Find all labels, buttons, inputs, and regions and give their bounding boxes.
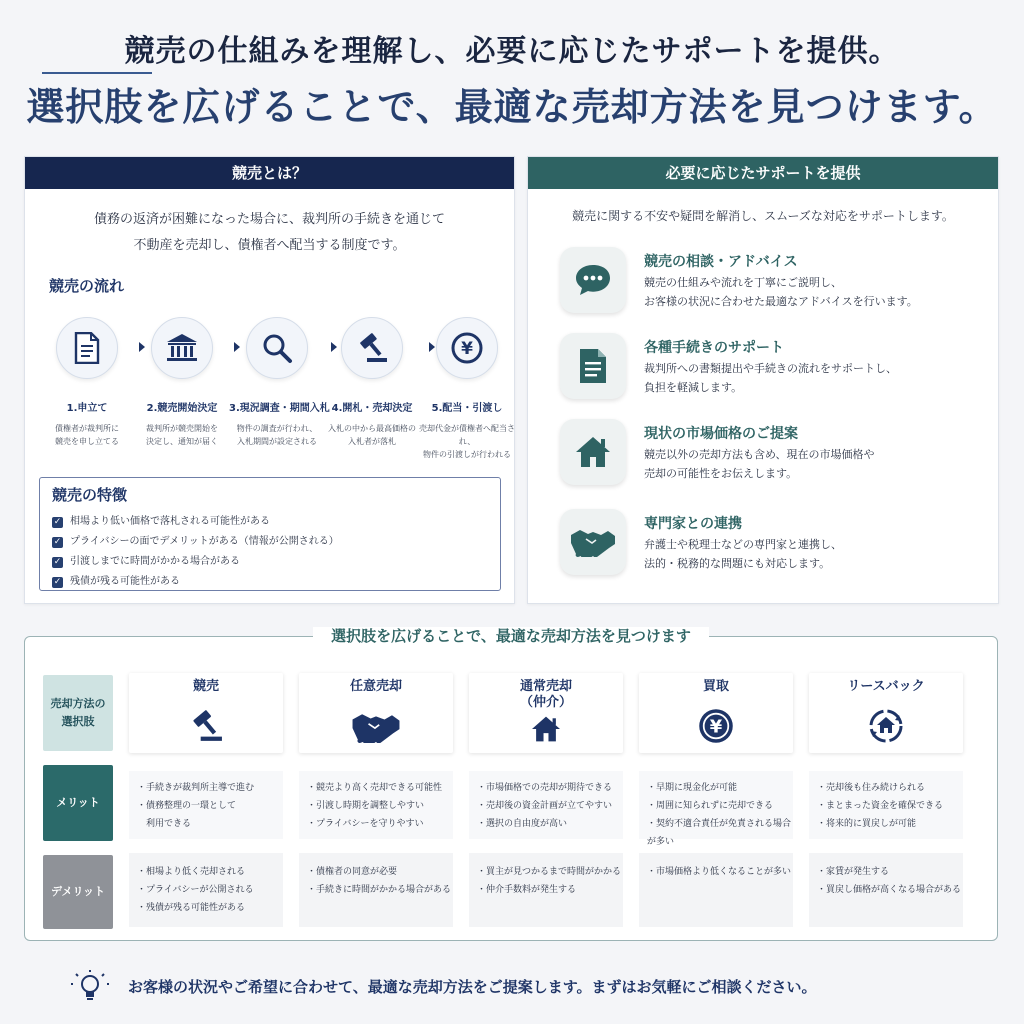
merit-cell [809,771,963,839]
demerit-text: ・家賃が発生する ・買戻し価格が高くなる場合がある [817,867,962,895]
auction-overview-panel [24,156,515,604]
merit-text: ・市場価格での売却が期待できる ・売却後の資金計画が立てやすい ・選択の自由度が高い [477,783,613,829]
document-icon [56,317,118,379]
demerit-text: ・相場より低く売却される ・プライバシーが公開される ・残債が残る可能性がある [137,867,254,913]
support-text: 裁判所への書類提出や手続きの流れをサポートし、 負担を軽減します。 [644,362,897,394]
flow-step [134,317,230,448]
lightbulb-icon [70,970,110,1010]
support-item [560,419,980,491]
method-column-brokerage [469,673,623,895]
flow-step-label: 1.申立て [66,403,108,414]
demerit-cell [639,853,793,927]
demerit-cell [809,853,963,927]
merit-text: ・早期に現金化が可能 ・周囲に知られずに売却できる ・契約不適合責任が免責される場合が多い [647,783,792,847]
svg-text:¥: ¥ [461,339,473,359]
support-title: 競売の相談・アドバイス [644,254,798,270]
demerit-cell [469,853,623,927]
headline-secondary: 選択肢を広げることで、最適な売却方法を見つけます。 [26,84,998,129]
method-header [809,673,963,753]
flow-title: 競売の流れ [49,277,125,295]
flow-step [229,317,330,448]
list-item [52,532,339,552]
merit-cell [129,771,283,839]
flow-step-label: 4.開札・売却決定 [331,403,413,414]
method-column-leaseback [809,673,963,895]
list-item [52,552,339,572]
house-cycle-icon [809,707,963,745]
svg-text:¥: ¥ [709,716,723,738]
demerit-cell [299,853,453,927]
method-column-purchase [639,673,793,877]
check-icon: ✓ [53,576,62,587]
support-item [560,333,980,405]
support-title: 各種手続きのサポート [644,340,784,356]
auction-definition: 債務の返済が困難になった場合に、裁判所の手続きを通じて 不動産を売却し、債権者へ配当する制度です。 [93,212,445,253]
auction-features-box [39,477,501,591]
feature-text: 相場より低い価格で落札される可能性がある [70,516,270,527]
gavel-icon [129,709,283,743]
merit-text: ・手続きが裁判所主導で進む ・債務整理の一環として 利用できる [137,783,255,829]
demerit-cell [129,853,283,927]
method-name: 任意売却 [349,679,402,694]
demerit-text: ・市場価格より低くなることが多い [647,867,792,877]
flow-step-desc: 売却代金が債権者へ配当され、 物件の引渡しが行われる [419,424,515,459]
demerit-text: ・債権者の同意が必要 ・手続きに時間がかかる場合がある [307,867,452,895]
support-item [560,509,980,581]
feature-text: 残債が残る可能性がある [70,576,180,587]
headline-primary: 競売の仕組みを理解し、必要に応じたサポートを提供。 [124,34,900,69]
method-header [299,673,453,753]
house-icon [560,419,626,485]
comparison-title [25,625,997,646]
flow-step-desc: 入札の中から最高価格の 入札者が落札 [328,424,416,446]
support-title: 専門家との連携 [644,516,742,532]
support-text: 弁護士や税理士などの専門家と連携し、 法的・税務的な問題にも対応します。 [644,538,842,570]
sale-method-comparison [24,627,998,941]
check-icon: ✓ [53,516,62,527]
chat-bubble-icon [560,247,626,313]
panel-title: 必要に応じたサポートを提供 [528,157,998,189]
support-title: 現状の市場価格のご提案 [644,426,798,442]
method-column-auction [129,673,283,913]
method-column-voluntary-sale [299,673,453,895]
flow-step-desc: 物件の調査が行われ、 入札期間が設定される [236,424,318,446]
header-accent-rule [42,72,152,74]
comparison-title-text: 選択肢を広げることで、最適な売却方法を見つけます [313,627,709,645]
support-text: 競売以外の売却方法も含め、現在の市場価格や 売却の可能性をお伝えします。 [644,448,875,480]
gavel-icon [341,317,403,379]
method-name: リースバック [847,679,925,694]
list-item [52,572,339,592]
feature-text: 引渡しまでに時間がかかる場合がある [70,556,240,567]
yen-icon [436,317,498,379]
flow-step-label: 5.配当・引渡し [431,403,503,414]
support-intro: 競売に関する不安や疑問を解消し、スムーズな対応をサポートします。 [572,209,954,223]
features-list [52,512,339,592]
merit-cell [469,771,623,839]
yen-icon [639,707,793,745]
row-label-options: 売却方法の 選択肢 [43,675,113,751]
flow-step-label: 3.現況調査・期間入札 [229,403,330,414]
flow-step-desc: 裁判所が競売開始を 決定し、通知が届く [146,424,218,446]
flow-step-desc: 債権者が裁判所に 競売を申し立てる [55,424,119,446]
handshake-icon [299,711,453,743]
method-header [469,673,623,753]
method-header [129,673,283,753]
page-header [0,0,1024,150]
method-header [639,673,793,753]
flow-step [324,317,420,448]
check-icon: ✓ [53,556,62,567]
footer-callout [0,968,1024,1008]
method-name: 通常売却 （仲介） [519,679,572,710]
flow-step [39,317,135,448]
demerit-text: ・買主が見つかるまで時間がかかる ・仲介手数料が発生する [477,867,622,895]
support-text: 競売の仕組みや流れを丁寧にご説明し、 お客様の状況に合わせた最適なアドバイスを行います。 [644,276,918,308]
merit-text: ・売却後も住み続けられる ・まとまった資金を確保できる ・将来的に買戻しが可能 [817,783,944,829]
row-label-demerit: デメリット [43,855,113,929]
list-item [52,512,339,532]
row-label-merit: メリット [43,765,113,841]
magnifier-icon [246,317,308,379]
handshake-icon [560,509,626,575]
feature-text: プライバシーの面でデメリットがある（情報が公開される） [70,536,339,547]
flow-step-label: 2.競売開始決定 [146,403,218,414]
flow-step [419,317,515,461]
support-panel [527,156,999,604]
house-icon [469,715,623,743]
merit-text: ・競売より高く売却できる可能性 ・引渡し時期を調整しやすい ・プライバシーを守りやすい [307,783,443,829]
merit-cell [299,771,453,839]
method-name: 競売 [192,679,219,694]
document-icon [560,333,626,399]
merit-cell [639,771,793,847]
support-item [560,247,980,319]
method-name: 買取 [702,679,729,694]
courthouse-icon [151,317,213,379]
footer-message: お客様の状況やご希望に合わせて、最適な売却方法をご提案します。まずはお気軽にご相談ください。 [128,978,817,996]
features-title: 競売の特徴 [52,486,128,504]
check-icon: ✓ [53,536,62,547]
panel-title: 競売とは？ [25,157,514,189]
auction-flow [39,317,515,459]
